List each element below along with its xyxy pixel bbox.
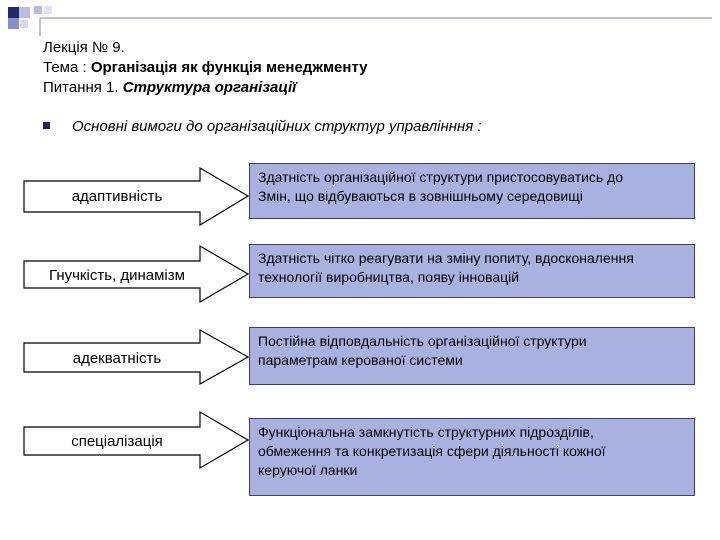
description-line: Здатність організаційної структури пристосовуватись до — [258, 169, 624, 185]
requirement-label-adequacy: адекватність — [72, 350, 162, 367]
description-line: Здатність чітко реагувати на зміну попиту, вдосконалення — [258, 250, 634, 266]
requirement-label-flexibility: Гнучкість, динамізм — [49, 267, 185, 284]
question-text: Структура організації — [122, 79, 297, 96]
requirement-description-flexibility — [249, 244, 695, 298]
description-line: параметрам керованої системи — [258, 352, 463, 368]
description-line: обмеження та конкретизація сфери діяльності кожної — [258, 443, 606, 459]
requirement-description-adaptivity — [249, 163, 695, 219]
topic-text: Організація як функція менеджменту — [90, 59, 368, 76]
requirement-description-adequacy — [249, 327, 695, 385]
description-line: Змін, що відбуваються в зовнішньому середовищі — [258, 188, 583, 204]
question-prefix: Питання 1. — [43, 79, 123, 96]
topic-prefix: Тема : — [43, 59, 91, 76]
description-line: Функціональна замкнутість структурних підрозділів, — [258, 424, 594, 440]
lecture-number: Лекція № 9. — [43, 39, 125, 56]
description-line: Постійна відповдальність організаційної структури — [258, 333, 587, 349]
description-line: технології виробництва, появу інновацій — [258, 269, 520, 285]
requirement-description-specialization — [249, 418, 695, 496]
description-line: керуючої ланки — [258, 462, 358, 478]
requirement-label-adaptivity: адаптивність — [71, 188, 163, 205]
bullet-text: Основні вимоги до організаційних структур управлінння : — [72, 118, 482, 135]
requirement-label-specialization: спеціалізація — [71, 433, 163, 450]
